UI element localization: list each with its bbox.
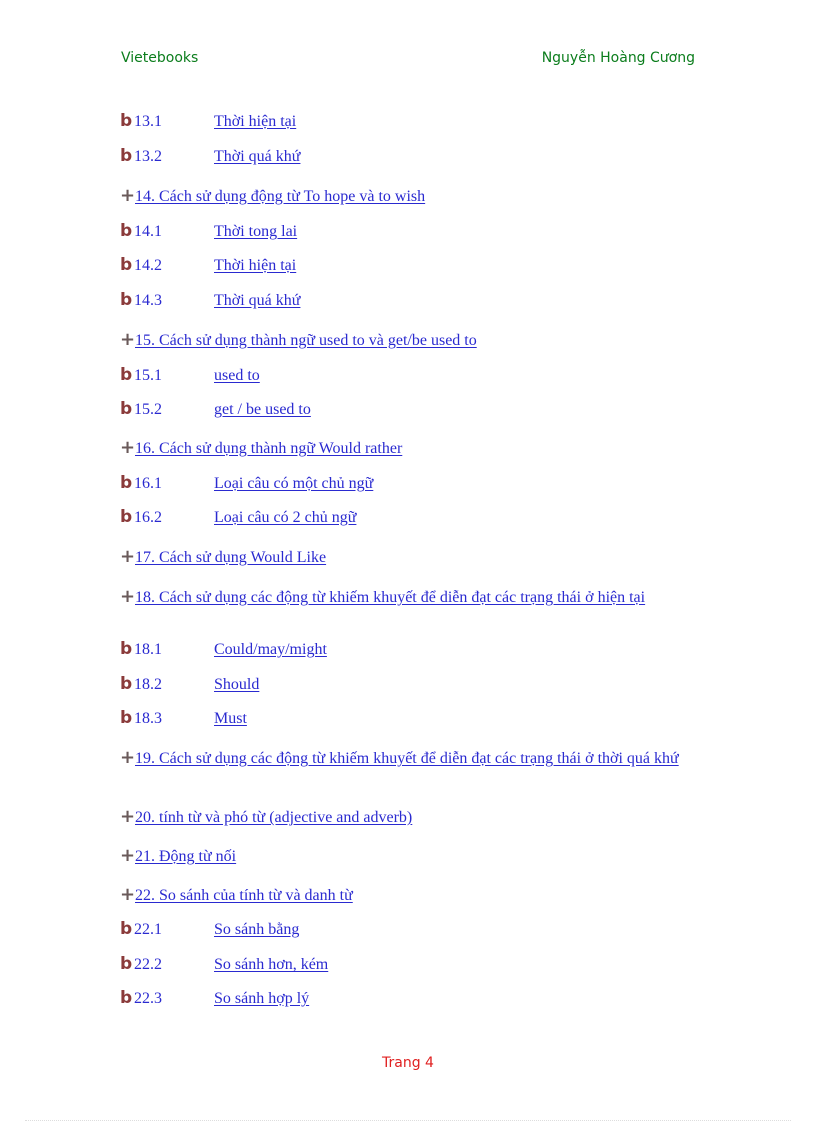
toc-entry-number: 22.2 xyxy=(134,956,162,973)
plus-icon: + xyxy=(120,586,136,607)
toc-entry-link[interactable] xyxy=(120,748,690,768)
bullet-b-icon: b xyxy=(120,674,133,694)
bullet-b-icon: b xyxy=(120,639,133,659)
toc-entry-title: So sánh bằng xyxy=(214,921,300,938)
toc-subentry-link[interactable] xyxy=(120,989,690,1008)
toc-entry-title: 19. Cách sử dụng các động từ khiếm khuyết để diễn đạt các trạng thái ở thời quá khứ xyxy=(135,750,679,767)
toc-subentry-link[interactable] xyxy=(120,112,690,131)
toc-subentry-link[interactable] xyxy=(120,291,690,310)
toc-entry-title: 15. Cách sử dụng thành ngữ used to và get/be used to xyxy=(135,332,477,349)
toc-entry-number: 15.2 xyxy=(134,401,162,418)
bullet-b-icon: b xyxy=(120,255,133,275)
toc-entry-title: 17. Cách sử dụng Would Like xyxy=(135,549,327,566)
page-bottom-divider xyxy=(25,1120,791,1121)
toc-entry-link[interactable] xyxy=(120,807,690,827)
toc-subentry-link[interactable] xyxy=(120,256,690,275)
toc-entry-number: 13.2 xyxy=(134,148,162,165)
bullet-b-icon: b xyxy=(120,507,133,527)
toc-entry-title: Should xyxy=(214,676,260,693)
toc-entry-number: 13.1 xyxy=(134,113,162,130)
toc-entry-number: 18.1 xyxy=(134,641,162,658)
toc-entry-title: Must xyxy=(214,710,247,727)
toc-entry-link[interactable] xyxy=(120,587,690,607)
toc-subentry-link[interactable] xyxy=(120,675,690,694)
toc-subentry-link[interactable] xyxy=(120,366,690,385)
plus-icon: + xyxy=(120,747,136,768)
toc-subentry-link[interactable] xyxy=(120,955,690,974)
bullet-b-icon: b xyxy=(120,919,133,939)
toc-entry-link[interactable] xyxy=(120,438,690,458)
toc-entry-title: 20. tính từ và phó từ (adjective and adverb) xyxy=(135,809,413,826)
plus-icon: + xyxy=(120,546,136,567)
toc-entry-title: Could/may/might xyxy=(214,641,327,658)
toc-entry-link[interactable] xyxy=(120,330,690,350)
toc-entry-link[interactable] xyxy=(120,846,690,866)
toc-entry-number: 16.1 xyxy=(134,475,162,492)
toc-entry-title: 22. So sánh của tính từ và danh từ xyxy=(135,887,353,904)
toc-entry-title: 18. Cách sử dụng các động từ khiếm khuyết để diễn đạt các trạng thái ở hiện tại xyxy=(135,589,646,606)
plus-icon: + xyxy=(120,185,136,206)
toc-entry-number: 14.1 xyxy=(134,223,162,240)
toc-entry-title: used to xyxy=(214,367,260,384)
toc-entry-link[interactable] xyxy=(120,885,690,905)
toc-subentry-link[interactable] xyxy=(120,147,690,166)
bullet-b-icon: b xyxy=(120,111,133,131)
toc-entry-number: 14.3 xyxy=(134,292,162,309)
toc-entry-link[interactable] xyxy=(120,547,690,567)
toc-entry-number: 18.3 xyxy=(134,710,162,727)
toc-subentry-link[interactable] xyxy=(120,508,690,527)
toc-entry-title: Thời hiện tại xyxy=(214,257,297,274)
toc-subentry-link[interactable] xyxy=(120,400,690,419)
toc-entry-title: 21. Động từ nối xyxy=(135,848,237,865)
toc-subentry-link[interactable] xyxy=(120,709,690,728)
toc-entry-title: Thời tong lai xyxy=(214,223,298,240)
bullet-b-icon: b xyxy=(120,146,133,166)
toc-subentry-link[interactable] xyxy=(120,640,690,659)
bullet-b-icon: b xyxy=(120,399,133,419)
header-site-name: Vietebooks xyxy=(121,50,199,66)
toc-entry-title: Thời hiện tại xyxy=(214,113,297,130)
bullet-b-icon: b xyxy=(120,221,133,241)
bullet-b-icon: b xyxy=(120,365,133,385)
toc-subentry-link[interactable] xyxy=(120,920,690,939)
toc-entry-number: 16.2 xyxy=(134,509,162,526)
plus-icon: + xyxy=(120,437,136,458)
toc-entry-title: So sánh hợp lý xyxy=(214,990,310,1007)
bullet-b-icon: b xyxy=(120,988,133,1008)
plus-icon: + xyxy=(120,884,136,905)
page-number: Trang 4 xyxy=(382,1055,434,1071)
header-author-name: Nguyễn Hoàng Cương xyxy=(541,50,695,66)
toc-entry-number: 22.1 xyxy=(134,921,162,938)
bullet-b-icon: b xyxy=(120,708,133,728)
plus-icon: + xyxy=(120,329,136,350)
toc-entry-title: So sánh hơn, kém xyxy=(214,956,329,973)
toc-subentry-link[interactable] xyxy=(120,222,690,241)
bullet-b-icon: b xyxy=(120,954,133,974)
toc-entry-title: Loại câu có 2 chủ ngữ xyxy=(214,509,357,526)
toc-entry-number: 15.1 xyxy=(134,367,162,384)
toc-entry-title: Thời quá khứ xyxy=(214,292,301,309)
toc-entry-title: Thời quá khứ xyxy=(214,148,301,165)
toc-entry-number: 22.3 xyxy=(134,990,162,1007)
toc-entry-title: 14. Cách sử dụng động từ To hope và to wish xyxy=(135,188,426,205)
toc-entry-title: get / be used to xyxy=(214,401,311,418)
toc-entry-number: 14.2 xyxy=(134,257,162,274)
plus-icon: + xyxy=(120,806,136,827)
plus-icon: + xyxy=(120,845,136,866)
toc-entry-title: 16. Cách sử dụng thành ngữ Would rather xyxy=(135,440,403,457)
page-footer xyxy=(0,1055,816,1071)
toc-entry-link[interactable] xyxy=(120,186,690,206)
bullet-b-icon: b xyxy=(120,290,133,310)
toc-subentry-link[interactable] xyxy=(120,474,690,493)
toc-entry-title: Loại câu có một chủ ngữ xyxy=(214,475,374,492)
bullet-b-icon: b xyxy=(120,473,133,493)
toc-entry-number: 18.2 xyxy=(134,676,162,693)
